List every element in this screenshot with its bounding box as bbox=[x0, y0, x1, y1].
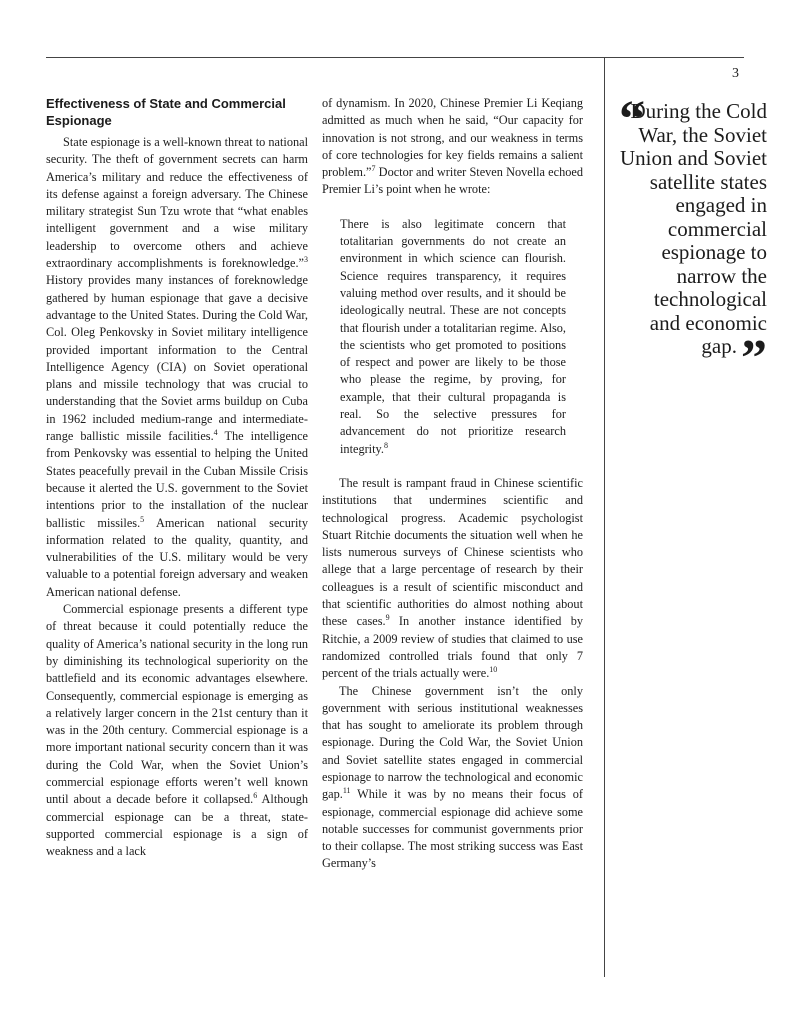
paragraph: Commercial espionage presents a different type of threat because it could potentially reduce the quality of America’s national security in the long run by diminishing its technological superiority on the battlefield and its economic advantages elsewhere. Consequently, commercial espionage is emerging as a relatively larger concern in the 21st century than it was in the 20th century. Commercial espionage is a more important national security concern than it was during the Cold War, when the Soviet Union’s commercial espionage efforts weren’t well known until about a decade before it collapsed.$^6$ Although commercial espionage can be a threat, state-supported commercial espionage is a sign of weakness and a lack bbox=[46, 602, 308, 859]
column-middle bbox=[322, 95, 583, 873]
top-rule bbox=[46, 57, 744, 58]
paragraph: The Chinese government isn’t the only government with serious institutional weaknesses that has sought to ameliorate its problem through espionage. During the Cold War, the Soviet Union and Soviet satellite states engaged in commercial espionage to narrow the technological and economic gap.$^{11}$ While it was by no means their focus of espionage, commercial espionage did achieve some notable successes for communist governments prior to their collapse. The most striking success was East Germany’s bbox=[322, 683, 583, 871]
page-number: 3 bbox=[732, 66, 739, 81]
paragraph: of dynamism. In 2020, Chinese Premier Li Keqiang admitted as much when he said, “Our capacity for innovation is not strong, and our weakness in terms of core technologies for key fields remains a salient problem.”$^7$ Doctor and writer Steven Novella echoed Premier Li’s point when he wrote: bbox=[322, 96, 583, 197]
paragraph: State espionage is a well-known threat to national security. The theft of government secrets can harm America’s military and reduce the effectiveness of its defense against a foreign adversary. The Chinese military strategist Sun Tzu wrote that “what enables intelligent government and a wise military leadership to overcome others and achieve extraordinary accomplishments is foreknowledge.”$^3$ History provides many instances of foreknowledge gathered by human espionage that gave a decisive advantage to the United States. During the Cold War, Col. Oleg Penkovsky in Soviet military intelligence provided important information to the Central Intelligence Agency (CIA) on Soviet operational plans and missile technology that was crucial to understanding that the Soviet arms buildup on Cuba in 1962 included medium-range and intermediate-range ballistic missile facilities.$^4$ The intelligence from Penkovsky was essential to helping the United States peacefully prevail in the Cuban Missile Crisis because it alerted the U.S. government to the Soviet intentions prior to the installation of the nuclear ballistic missiles.$^5$ American national security information related to the quality, quantity, and vulnerabilities of the U.S. military would be very valuable to a potential foreign adversary and weaken American national defense. bbox=[46, 135, 309, 599]
paragraph: The result is rampant fraud in Chinese scientific institutions that undermines scientific and technological progress. Academic psychologist Stuart Ritchie documents the situation well when he lists numerous surveys of Chinese scientists who allege that a large percentage of research by their colleagues is a result of scientific misconduct and that scientific authorities do almost nothing about these cases.$^9$ In another instance identified by Ritchie, a 2009 review of studies that claimed to use randomized controlled trials found that only 7 percent of the trials actually were.$^{10}$ bbox=[322, 475, 583, 681]
pull-quote-text: During the Cold War, the Soviet Union and Soviet satellite states engaged in commercial espionage to narrow the technological and economic gap.” bbox=[620, 99, 767, 387]
pull-quote bbox=[619, 91, 767, 387]
open-quote-mark: “ bbox=[619, 91, 645, 148]
column-divider bbox=[604, 57, 605, 977]
close-quote-mark: ” bbox=[741, 330, 767, 387]
block-quote: There is also legitimate concern that totalitarian governments do not create an environment in which science can flourish. Science requires transparency, it requires valuing method over results, and it should be ideologically neutral. These are not concepts that flourish under a totalitarian regime. Also, the scientists who get promoted to positions of respect and power are likely to be those who please the regime, by proving, for example, that their cultural propaganda is real. So the selective pressures for advancement do not prioritize research integrity.$^8$ bbox=[340, 216, 566, 456]
column-left bbox=[46, 134, 308, 860]
section-heading: Effectiveness of State and Commercial Espionage bbox=[46, 96, 286, 128]
